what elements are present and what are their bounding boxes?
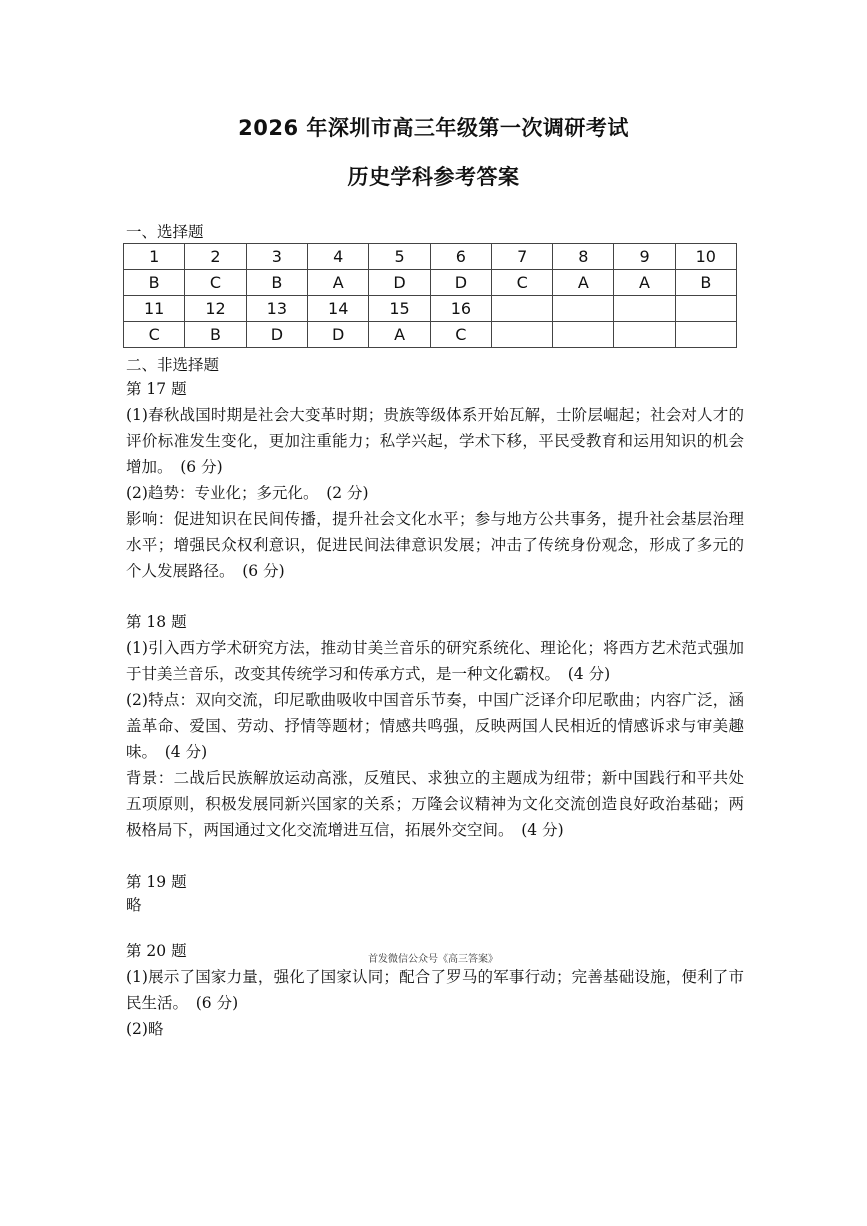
table-cell: C bbox=[185, 270, 246, 296]
table-cell bbox=[492, 296, 553, 322]
page-subtitle: 历史学科参考答案 bbox=[347, 165, 520, 189]
table-cell: 7 bbox=[492, 244, 553, 270]
table-cell bbox=[553, 322, 614, 348]
q20-title: 第 20 题 bbox=[126, 942, 187, 960]
table-cell: D bbox=[308, 322, 369, 348]
table-row bbox=[124, 244, 737, 270]
table-cell: B bbox=[124, 270, 185, 296]
table-cell: 9 bbox=[614, 244, 675, 270]
q20-answer-1: (1)展示了国家力量，强化了国家认同；配合了罗马的军事行动；完善基础设施，便利了市民生活。 (6 分) bbox=[126, 968, 744, 1012]
table-cell: 6 bbox=[430, 244, 491, 270]
table-cell bbox=[675, 296, 736, 322]
table-cell: 12 bbox=[185, 296, 246, 322]
table-cell bbox=[614, 296, 675, 322]
q17-answer-1: (1)春秋战国时期是社会大变革时期；贵族等级体系开始瓦解，士阶层崛起；社会对人才的评价标准发生变化，更加注重能力；私学兴起，学术下移，平民受教育和运用知识的机会增加。 (6 分) bbox=[126, 406, 744, 476]
q17-answer-2: (2)趋势：专业化；多元化。 (2 分) bbox=[126, 484, 369, 502]
q17-answer-3: 影响：促进知识在民间传播，提升社会文化水平；参与地方公共事务，提升社会基层治理水平；增强民众权利意识，促进民间法律意识发展；冲击了传统身份观念，形成了多元的个人发展路径。 (6 分) bbox=[126, 510, 744, 580]
q18-answer-1: (1)引入西方学术研究方法，推动甘美兰音乐的研究系统化、理论化；将西方艺术范式强加于甘美兰音乐，改变其传统学习和传承方式，是一种文化霸权。 (4 分) bbox=[126, 639, 744, 683]
q18-title: 第 18 题 bbox=[126, 613, 187, 631]
table-cell: B bbox=[675, 270, 736, 296]
table-cell: 13 bbox=[246, 296, 307, 322]
table-row bbox=[124, 322, 737, 348]
q19-answer: 略 bbox=[126, 896, 142, 914]
table-cell: C bbox=[124, 322, 185, 348]
table-cell: 5 bbox=[369, 244, 430, 270]
table-cell: 1 bbox=[124, 244, 185, 270]
page-title: 2026 年深圳市高三年级第一次调研考试 bbox=[238, 116, 629, 140]
table-cell: A bbox=[614, 270, 675, 296]
answer-table bbox=[123, 243, 737, 348]
table-cell: A bbox=[369, 322, 430, 348]
table-cell bbox=[675, 322, 736, 348]
section1-heading: 一、选择题 bbox=[126, 223, 204, 241]
table-cell: 15 bbox=[369, 296, 430, 322]
table-cell bbox=[492, 322, 553, 348]
table-cell: 2 bbox=[185, 244, 246, 270]
table-cell: A bbox=[553, 270, 614, 296]
table-row bbox=[124, 296, 737, 322]
table-cell: B bbox=[246, 270, 307, 296]
watermark-text: 首发微信公众号《高三答案》 bbox=[368, 954, 498, 965]
table-cell: 3 bbox=[246, 244, 307, 270]
q20-answer-2: (2)略 bbox=[126, 1020, 164, 1038]
q18-answer-2: (2)特点：双向交流，印尼歌曲吸收中国音乐节奏，中国广泛译介印尼歌曲；内容广泛，涵盖革命、爱国、劳动、抒情等题材；情感共鸣强，反映两国人民相近的情感诉求与审美趣味。 (4 分) bbox=[126, 691, 744, 761]
section2-heading: 二、非选择题 bbox=[126, 356, 220, 374]
table-cell: A bbox=[308, 270, 369, 296]
table-cell: 10 bbox=[675, 244, 736, 270]
table-cell: D bbox=[430, 270, 491, 296]
q18-answer-3: 背景：二战后民族解放运动高涨，反殖民、求独立的主题成为纽带；新中国践行和平共处五项原则，积极发展同新兴国家的关系；万隆会议精神为文化交流创造良好政治基础；两极格局下，两国通过文化交流增进互信，拓展外交空间。 (4 分) bbox=[126, 769, 744, 839]
table-cell: B bbox=[185, 322, 246, 348]
table-cell: 16 bbox=[430, 296, 491, 322]
table-cell: 14 bbox=[308, 296, 369, 322]
table-cell: 4 bbox=[308, 244, 369, 270]
table-cell: D bbox=[246, 322, 307, 348]
table-row bbox=[124, 270, 737, 296]
q19-title: 第 19 题 bbox=[126, 873, 187, 891]
table-cell: C bbox=[492, 270, 553, 296]
table-cell: D bbox=[369, 270, 430, 296]
q17-title: 第 17 题 bbox=[126, 380, 187, 398]
table-cell bbox=[614, 322, 675, 348]
table-cell: 11 bbox=[124, 296, 185, 322]
table-cell: C bbox=[430, 322, 491, 348]
table-cell: 8 bbox=[553, 244, 614, 270]
table-cell bbox=[553, 296, 614, 322]
